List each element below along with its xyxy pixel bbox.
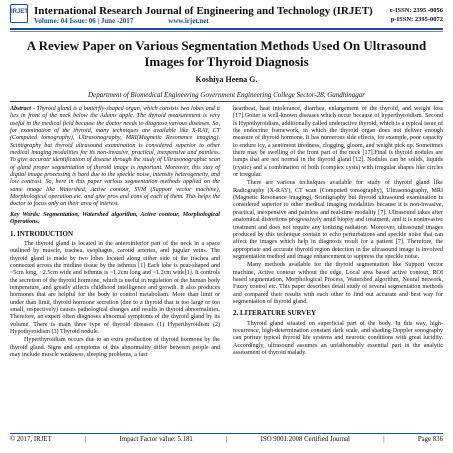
- eissn: e-ISSN: 2395 -0056: [389, 7, 443, 14]
- copyright: © 2017, IRJET: [10, 436, 52, 443]
- keywords-label: Key Words:: [10, 211, 41, 218]
- journal-issue: [34, 17, 209, 25]
- page-footer: [10, 436, 443, 443]
- issue-info: Volume: 04 Issue: 06 | June -2017: [34, 17, 134, 25]
- abstract-label: Abstract: [10, 106, 31, 112]
- section-heading-introduction: 1. INTRODUCTION: [10, 229, 74, 238]
- intro-paragraph-2: Hyperthyroidism occurs due to an extra production of thyroid hormone by the thyroid gland. Signs and symptoms of this abnormality differ between people and may include muscle weakness, sleeping problems, a fast: [10, 337, 220, 358]
- paper-title: [10, 38, 443, 70]
- journal-title: International Research Journal of Engineering and Technology (IRJET): [34, 5, 373, 17]
- header-rule-thin: [10, 31, 443, 32]
- issn-block: [390, 6, 443, 24]
- section-heading-literature-survey: 2. LITERATURE SURVEY: [233, 309, 317, 318]
- literature-paragraph-1: Thyroid gland situated on superficial part of the body. In this way, high-recurrence, high-determination constant dark scale, and shading Doppler sonography can portray typical thyroid life systems and neurotic conditions with great lucidity. Accordingly, ultrasound assumes an unfathomably essential part in the analytic assessment of thyroid malady.: [233, 320, 443, 356]
- keywords-text: Segmentation, Watershed algorithm, Active contour, Morphological Operations.: [10, 211, 220, 226]
- abstract: [10, 106, 220, 209]
- footer-rule: [10, 433, 443, 434]
- title-separator: [10, 101, 443, 102]
- footer-divider: |: [84, 436, 87, 443]
- impact-factor: Impact Factor value: 5.181: [119, 436, 193, 443]
- body-paragraph-2: There are various techniques available for study of thyroid gland like Radiography (X-RAY), CT scan (Computed tomography), Ultrasonography, MRI (Magnetic Resonance imaging), Scintigraphy but thyroid ultrasound examination is considered superior to other medical imaging modalities because it is non-invasive, practical, inexpensive and painless and real-time modality [7]. Ultrasound takes after anatomical distortions progressively amid biopsy and treatment, and it is noninvasive treatment and does not require any ionizing radiation. Moreover, ultrasound images produced by this technique contain to echo perturbations and speckle noise that can affect the images which help in diagnosis result for a patient [7]. Therefore, the appropriate and accurate thyroid region detection in the ultrasound image is involved segmentation method and image enhancement to suppress the speckle noise.: [233, 180, 443, 260]
- pissn: p-ISSN: 2395-0072: [390, 16, 443, 23]
- body-paragraph-3: Many methods available for the thyroid segmentation like Support vector machine, Active contour without the edge, Local area based active contour, ROI based segmentation, Morphological Process, Watershed algorithm, Neural network, Fuzzy control etc. This paper describes detail study of several segmentation methods and compared their results with each other to find out accurate and best way for segmentation of thyroid gland.: [233, 262, 443, 305]
- body-paragraph-1: heartbeat, heat intolerance, diarrhea, enlargement of the thyroid, and weight loss [17].Goiter is well-known diseases which occur because of hyperthyroidism. Second is Hypothyroidism, additionally called underactive thyroid, which is a typical issue of the endocrine framework, in which the thyroid organ does not deliver enough measure of thyroid hormone. It has numerous side effects, for example, poor capacity to endure icy, a sentiment tiredness, clogging, gloom, and weight pick up. Sometimes there may be swelling of the front part of the neck [17].Final is thyroid nodules are lumps that are not normal in the thyroid gland [12]. Nodules can be solids, liquids (cystic) and a combination of both (complex cysts) with irregular shapes like circles or irregular.: [233, 106, 443, 179]
- title-line-1: A Review Paper on Various Segmentation Methods Used On Ultrasound: [26, 38, 427, 53]
- right-column: [233, 106, 443, 358]
- journal-header: [10, 4, 443, 28]
- footer-divider: |: [226, 436, 228, 443]
- intro-paragraph-1: The thyroid gland is located in the anteroinferior part of the neck in a space outlined by muscle, trachea, esophagus, carotid arteries, and jugular veins. The thyroid gland is made by two lobes located along either side of the trachea and connected across the midline tissue by the isthmus [1] Each lobe is pear-shaped and ~5cm long, ~2.5cm wide and isthmus is ~1.2cm long and ~1.2cm wide[1]. It controls the secretion of the thyroid hormone, which is useful in regulation of the human body temperature, and greatly affects childhood intelligence and growth. It also produces hormones that are helpful for the body to control metabolism. More than limit or under than limit, thyroid hormone secretion (due to a thyroid that is too large or too small, respectively) causes pathological changes and results in thyroid abnormalities. Therefore, an expert often diagnoses abnormal symptoms of the thyroid gland by its volume. There is main three type of thyroid diseases (1) Hyperthyroidism (2) Hypothyroidism (3) Thyroid nodule.: [10, 240, 220, 335]
- header-rule: [10, 28, 443, 30]
- left-column: [10, 106, 220, 360]
- journal-website-link[interactable]: www.irjet.net: [168, 17, 209, 25]
- abstract-text: - Thyroid gland is a butterfly-shaped organ, which consists two lobes and it lies in front of the neck below the Adams apple. The thyroid measurement is very useful in the medical field because the doctor needs to diagnose various diseases. So, for examination of the thyroid, many techniques are available like X-RAY, CT (Computed tomography), Ultrasonography, MRI(Magnetic Resonance imaging). Scintigraphy but thyroid ultrasound examination is considered superior to other medical imaging modalities for its non-invasive, practical, inexpensive and painless. To give accurate identification of disease through the study of Ultrasonographic scan of gland proper segmentation of thyroid image is important. Moreover, this stay of digital image processing is hard due to the speckle noise, intensity heterogeneity, and low contrast. So, here in this paper various segmentation methods applied on the same image like Watershed, Active contour, SVM (Support vector machine), Morphological operation etc. and give pros and cons of each of them. This helps the doctor to focus only on their area of interest.: [10, 106, 220, 208]
- author-name: Koshiya Heena G.: [195, 75, 258, 84]
- author-affiliation: Department of Biomedical Engineering Government Engineering College Sector-28, Gandhinagar: [88, 91, 365, 99]
- logo-text: IRJET: [11, 9, 29, 15]
- keywords: [10, 212, 220, 227]
- iso-certification: ISO 9001:2008 Certified Journal: [260, 436, 350, 443]
- journal-logo: [10, 4, 28, 23]
- page-number: Page 836: [417, 436, 443, 443]
- footer-divider: |: [383, 436, 385, 443]
- title-line-2: Images for Thyroid Diagnosis: [144, 54, 309, 69]
